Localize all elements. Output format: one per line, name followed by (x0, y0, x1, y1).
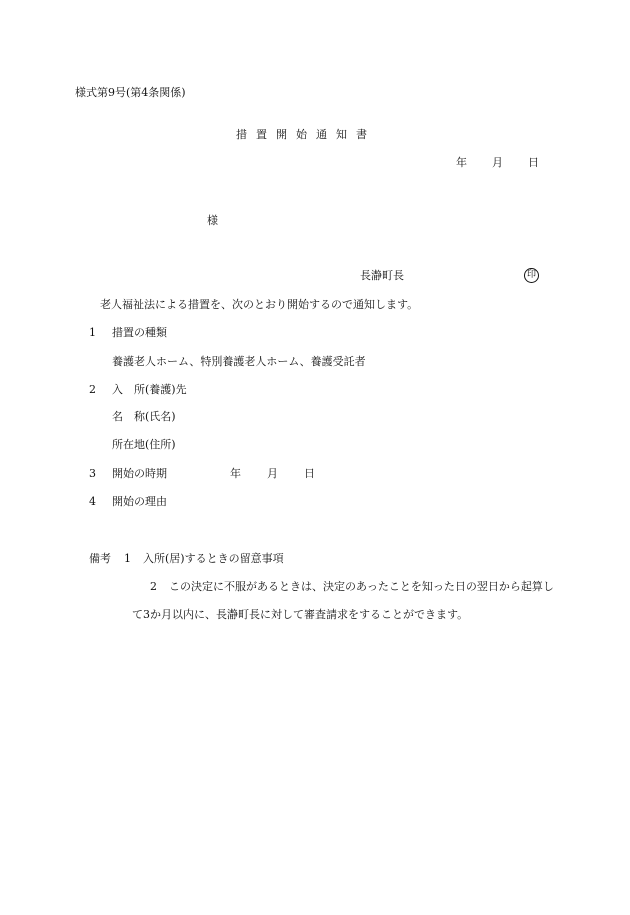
remark-1-text: 入所(居)するときの留意事項 (143, 552, 284, 565)
item-2-label: 入 所(養護)先 (112, 383, 187, 396)
item-2-number: 2 (89, 383, 96, 396)
issuer-name: 長瀞町長 (360, 269, 404, 282)
date-year: 年 (456, 156, 467, 169)
remarks-label: 備考 (89, 552, 111, 565)
item-4-label: 開始の理由 (112, 495, 167, 508)
document-title: 措置開始通知書 (236, 128, 376, 141)
date-month: 月 (492, 156, 503, 169)
seal-icon: 印 (524, 268, 539, 283)
item-1-value: 養護老人ホーム、特別養護老人ホーム、養護受託者 (112, 355, 366, 368)
item-2-address: 所在地(住所) (112, 438, 176, 451)
remark-2-number: 2 (150, 580, 157, 593)
item-1-label: 措置の種類 (112, 326, 167, 339)
remark-2-text-line2: て3か月以内に、長瀞町長に対して審査請求をすることができます。 (132, 608, 469, 621)
item-2-name: 名 称(氏名) (112, 410, 176, 423)
item-3-label: 開始の時期 (112, 467, 167, 480)
remark-1-number: 1 (124, 552, 131, 565)
intro-text: 老人福祉法による措置を、次のとおり開始するので通知します。 (100, 298, 419, 311)
item-3-month: 月 (267, 467, 278, 480)
item-4-number: 4 (89, 495, 96, 508)
item-3-year: 年 (230, 467, 241, 480)
item-1-number: 1 (89, 326, 96, 339)
recipient-suffix: 様 (207, 214, 218, 227)
item-3-day: 日 (304, 467, 315, 480)
form-number: 様式第9号(第4条関係) (75, 86, 186, 99)
remark-2-text-line1: この決定に不服があるときは、決定のあったことを知った日の翌日から起算し (169, 580, 554, 593)
date-day: 日 (528, 156, 539, 169)
item-3-number: 3 (89, 467, 96, 480)
